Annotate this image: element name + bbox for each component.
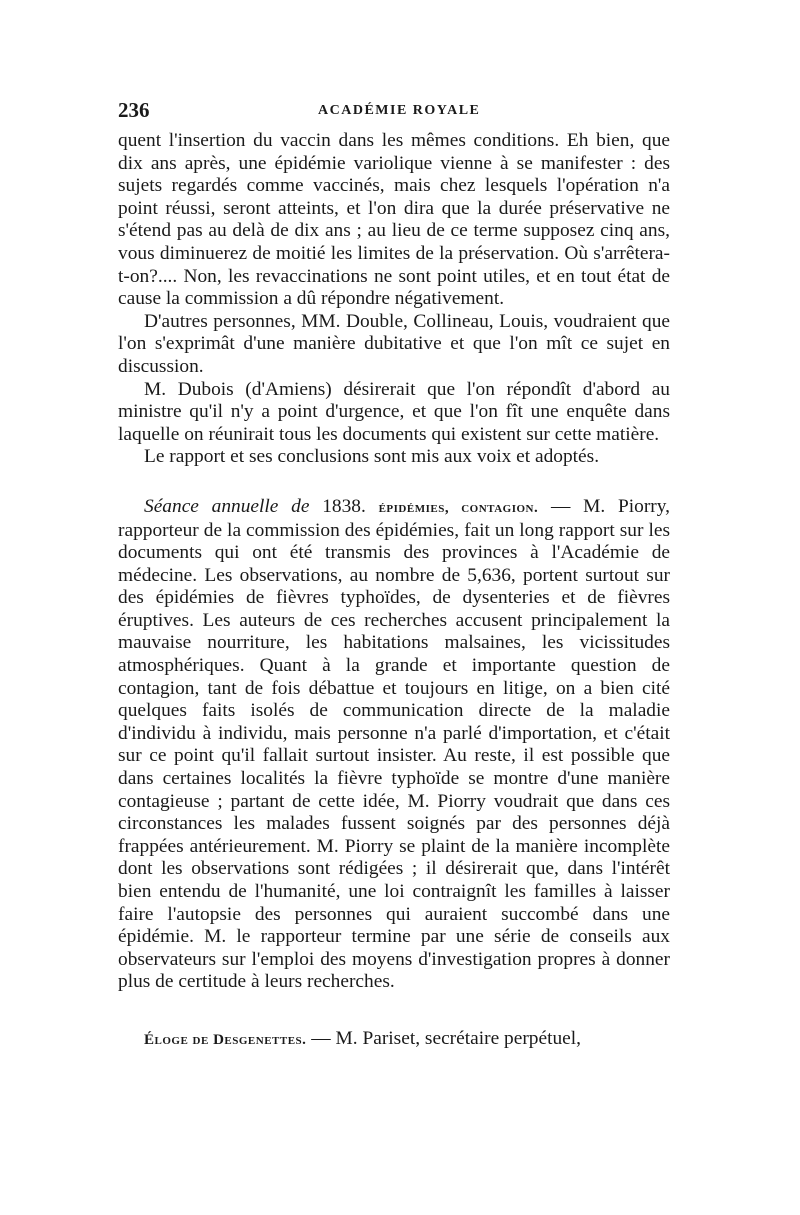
paragraph-continued: quent l'insertion du vaccin dans les mêmes conditions. Eh bien, que dix ans après, une épidémie variolique vienne à se manifester : des sujets regardés comme vaccinés, mais chez lesquels l'opération n'a point réussi, seront atteints, et l'on dira que la durée préservative ne s'étend pas au delà de dix ans ; au lieu de ce terme supposez cinq ans, vous diminuerez de moitié les limites de la préservation. Où s'arrêtera-t-on?.... Non, les revaccinations ne sont point utiles, et en tout état de cause la commission a dû répondre négativement. [118,130,670,310]
paragraph-eloge [118,1028,670,1052]
seance-year: 1838. [309,495,379,517]
paragraph-dubois: M. Dubois (d'Amiens) désirerait que l'on répondît d'abord au ministre qu'il n'y a point d'urgence, et que l'on fît une enquête dans laquelle on réunirait tous les documents qui existent sur cette matière. [118,378,670,445]
section-title-eloge: Éloge de Desgenettes. [144,1031,307,1048]
body-text [118,130,670,1052]
paragraph-double-collineau-louis: D'autres personnes, MM. Double, Collineau, Louis, voudraient que l'on s'exprimât d'une manière dubitative et que l'on mît ce sujet en discussion. [118,310,670,377]
section-title-epidemies: épidémies, contagion. [378,499,539,516]
running-head: ACADÉMIE ROYALE [318,103,481,118]
eloge-text: — M. Pariset, secrétaire perpétuel, [306,1027,582,1049]
seance-text: — M. Piorry, rapporteur de la commission des épidémies, fait un long rapport sur les documents qui ont été transmis des provinces à l'Académie de médecine. Les observations, au nombre de 5,636, portent surtout sur des épidémies de fièvres typhoïdes, de dysenteries et de fièvres éruptives. Les auteurs de ces recherches accusent principalement la mauvaise nourriture, les habitations malsaines, les vicissitudes atmosphériques. Quant à la grande et importante question de contagion, tant de fois débattue et toujours en litige, on a bien cité quelques faits isolés de communication directe de la maladie d'individu à individu, mais personne n'a parlé d'importation, et c'était sur ce point qu'il fallait surtout insister. Au reste, il est possible que dans certaines localités la fièvre typhoïde se montre d'une manière contagieuse ; partant de cette idée, M. Piorry voudrait que dans ces circonstances les malades fussent soignés par des personnes déjà frappées antérieurement. M. Piorry se plaint de la manière incomplète dont les observations sont rédigées ; il désirerait que, dans l'intérêt bien entendu de l'humanité, une loi contraignît les familles à laisser faire l'autopsie des personnes qui auraient succombé dans une épidémie. M. le rapporteur termine par une série de conseils aux observateurs sur l'emploi des moyens d'investigation propres à donner plus de certitude à leurs recherches. [118,495,671,993]
page-header [118,98,670,128]
page-number: 236 [118,98,150,122]
paragraph-seance-annuelle [118,496,670,994]
paragraph-vote: Le rapport et ses conclusions sont mis aux voix et adoptés. [144,446,600,468]
seance-heading: Séance annuelle de [144,495,310,517]
